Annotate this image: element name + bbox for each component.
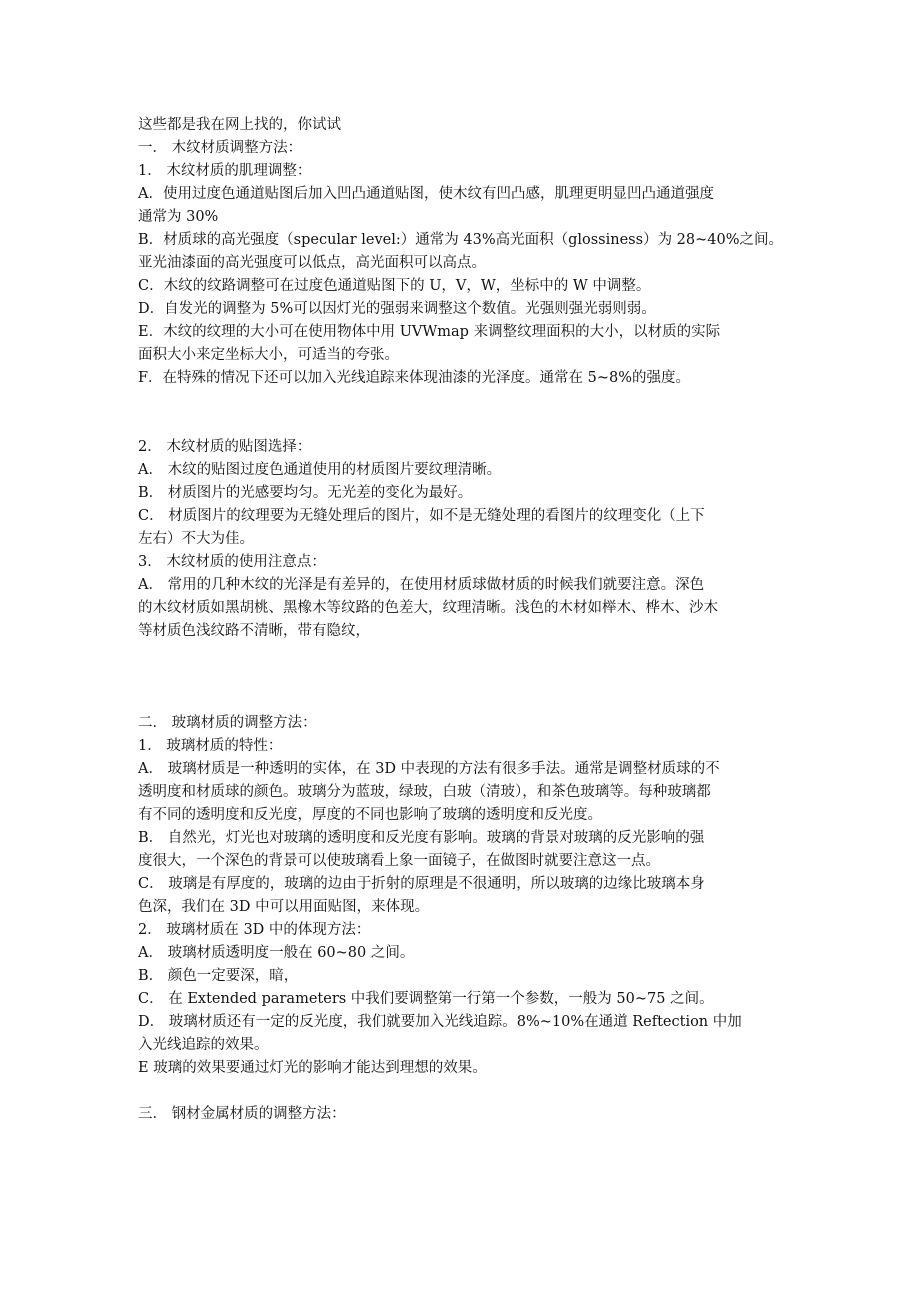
paragraph-line: 等材质色浅纹路不清晰，带有隐纹， <box>138 623 370 639</box>
paragraph-line: B． 颜色一定要深，暗， <box>138 968 299 984</box>
paragraph-line: E．木纹的纹理的大小可在使用物体中用 UVWmap 来调整纹理面积的大小，以材质的实际 <box>138 324 721 340</box>
paragraph-line: 左右）不大为佳。 <box>138 531 254 547</box>
subsection-heading-glass-properties: 1． 玻璃材质的特性： <box>138 738 283 754</box>
paragraph-line: A． 木纹的贴图过度色通道使用的材质图片要纹理清晰。 <box>138 462 502 478</box>
paragraph-line: 色深，我们在 3D 中可以用面贴图，来体现。 <box>138 899 430 915</box>
blank-space <box>138 643 788 712</box>
paragraph-line: C．木纹的纹路调整可在过度色通道贴图下的 U，V，W，坐标中的 W 中调整。 <box>138 278 651 294</box>
paragraph-line: 入光线追踪的效果。 <box>138 1037 269 1053</box>
intro-line: 这些都是我在网上找的，你试试 <box>138 117 341 133</box>
paragraph-line: B． 自然光，灯光也对玻璃的透明度和反光度有影响。玻璃的背景对玻璃的反光影响的强 <box>138 830 705 846</box>
paragraph-line: A． 常用的几种木纹的光泽是有差异的，在使用材质球做材质的时候我们就要注意。深色 <box>138 577 705 593</box>
paragraph-line: 有不同的透明度和反光度，厚度的不同也影响了玻璃的透明度和反光度。 <box>138 807 602 823</box>
subsection-heading-glass-method: 2． 玻璃材质在 3D 中的体现方法： <box>138 922 371 938</box>
paragraph-line: E 玻璃的效果要通过灯光的影响才能达到理想的效果。 <box>138 1060 487 1076</box>
subsection-heading-wood-texture: 1． 木纹材质的肌理调整： <box>138 163 312 179</box>
paragraph-line: A． 玻璃材质是一种透明的实体，在 3D 中表现的方法有很多手法。通常是调整材质球的不 <box>138 761 720 777</box>
section-heading-metal: 三． 钢材金属材质的调整方法： <box>138 1106 346 1122</box>
paragraph-line: C． 材质图片的纹理要为无缝处理后的图片，如不是无缝处理的看图片的纹理变化（上下 <box>138 508 705 524</box>
document-body <box>138 114 788 1126</box>
section-heading-wood: 一． 木纹材质调整方法： <box>138 140 303 156</box>
paragraph-line: 度很大，一个深色的背景可以使玻璃看上象一面镜子，在做图时就要注意这一点。 <box>138 853 660 869</box>
paragraph-line: B．材质球的高光强度（specular level:）通常为 43%高光面积（glossiness）为 28~40%之间。 <box>138 232 783 248</box>
paragraph-line: C． 玻璃是有厚度的，玻璃的边由于折射的原理是不很通明，所以玻璃的边缘比玻璃本身 <box>138 876 705 892</box>
subsection-heading-wood-maps: 2． 木纹材质的贴图选择： <box>138 439 312 455</box>
section-heading-glass: 二． 玻璃材质的调整方法： <box>138 715 317 731</box>
blank-space <box>138 390 788 436</box>
paragraph-line: 亚光油漆面的高光强度可以低点，高光面积可以高点。 <box>138 255 486 271</box>
paragraph-line: A． 玻璃材质透明度一般在 60~80 之间。 <box>138 945 415 961</box>
paragraph-line: B． 材质图片的光感要均匀。无光差的变化为最好。 <box>138 485 473 501</box>
paragraph-line: D． 玻璃材质还有一定的反光度，我们就要加入光线追踪。8%~10%在通道 Reftection 中加 <box>138 1014 742 1030</box>
paragraph-line: D．自发光的调整为 5%可以因灯光的强弱来调整这个数值。光强则强光弱则弱。 <box>138 301 656 317</box>
paragraph-line: 的木纹材质如黑胡桃、黑橡木等纹路的色差大，纹理清晰。浅色的木材如榉木、桦木、沙木 <box>138 600 718 616</box>
paragraph-line: A．使用过度色通道贴图后加入凹凸通道贴图，使木纹有凹凸感，肌理更明显凹凸通道强度 <box>138 186 714 202</box>
subsection-heading-wood-notes: 3． 木纹材质的使用注意点： <box>138 554 326 570</box>
paragraph-line: F．在特殊的情况下还可以加入光线追踪来体现油漆的光泽度。通常在 5~8%的强度。 <box>138 370 691 386</box>
paragraph-line: 透明度和材质球的颜色。玻璃分为蓝玻，绿玻，白玻（清玻），和茶色玻璃等。每种玻璃都 <box>138 784 711 800</box>
paragraph-line: 面积大小来定坐标大小，可适当的夸张。 <box>138 347 399 363</box>
paragraph-line: 通常为 30% <box>138 209 219 225</box>
blank-space <box>138 1080 788 1103</box>
paragraph-line: C． 在 Extended parameters 中我们要调整第一行第一个参数，一般为 50~75 之间。 <box>138 991 714 1007</box>
